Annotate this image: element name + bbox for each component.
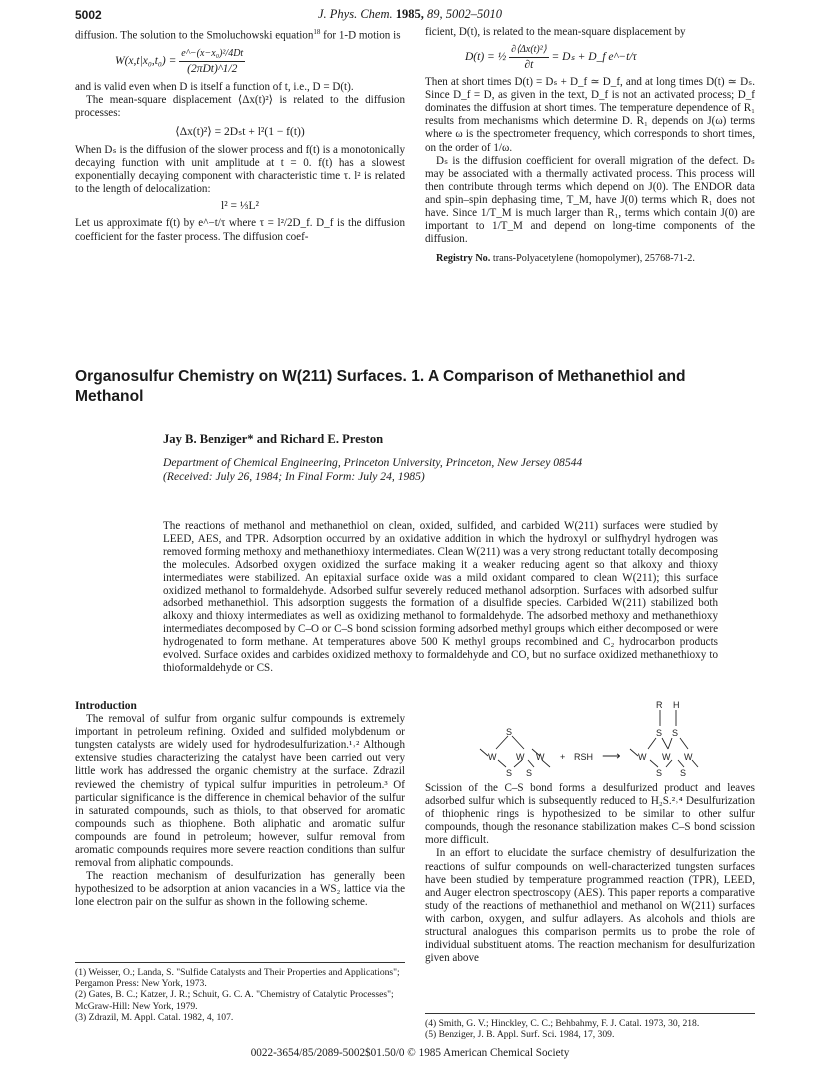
affiliation-line: Department of Chemical Engineering, Princeton University, Princeton, New Jersey 08544 bbox=[163, 456, 583, 469]
registry-numbers: Registry No. trans-Polyacetylene (homopolymer), 25768-71-2. bbox=[436, 253, 695, 265]
page-number: 5002 bbox=[75, 8, 102, 22]
prev-paragraph: When Dₛ is the diffusion of the slower process and f(t) is a monotonically decaying function with unit amplitude at t = 0. f(t) has a slowest exponentially decaying component with characteristic time τ. l² is related to the length of delocalization: bbox=[75, 144, 405, 196]
prev-article-left-column bbox=[75, 26, 405, 244]
prev-paragraph: ficient, D(t), is related to the mean-square displacement by bbox=[425, 26, 686, 38]
scheme-tungsten-label: W bbox=[684, 752, 693, 762]
intro-paragraph: In an effort to elucidate the surface chemistry of desulfurization the reactions of sulfur compounds on well-characterized tungsten surfaces have been studied by temperature programmed reaction (TPR), LEED, and Auger electron spectroscopy (AES). This paper reports a comparative study of the reactions of methanethiol and methanol on W(211) surfaces with carbon, oxygen, and sulfur adlayers. As alcohols and thiols are structural analogues this comparison permits us to probe the role of individual substituent atoms. The reaction mechanism for desulfurization given above bbox=[425, 847, 755, 965]
scheme-plus: + bbox=[560, 752, 566, 762]
footnote: (3) Zdrazil, M. Appl. Catal. 1982, 4, 107. bbox=[75, 1011, 234, 1023]
prev-article-right-column bbox=[425, 26, 755, 265]
prev-paragraph: Dₛ is the diffusion coefficient for overall migration of the defect. Dₛ may be associated with a thermally activated process. This process will then contribute through terms which depend on J(0). The ENDOR data and spin–spin dephasing time, T_M, have J(0) terms which R₁ does not have. Since 1/T_M is much larger than R₁, terms which contain J(0) are important to 1/T_M and depend on long-time components of the diffusion. bbox=[425, 154, 755, 246]
prev-paragraph: Let us approximate f(t) by e^−t/τ where τ = l²/2D_f. D_f is the diffusion coefficient for the faster process. The diffusion coef- bbox=[75, 217, 405, 243]
prev-paragraph: and is valid even when D is itself a function of t, i.e., D = D(t). bbox=[75, 80, 354, 93]
equation-4: D(t) = ½ $\frac{\text{∂⟨Δx(t)²⟩}}{\partial t}$ = Dₛ + D_f e^−t/τ bbox=[465, 44, 637, 72]
scheme-tungsten-label: W bbox=[488, 752, 497, 762]
journal-pages: 5002–5010 bbox=[445, 7, 502, 21]
scheme-sulfur-label: S bbox=[656, 728, 663, 738]
copyright-footer: 0022-3654/85/2089-5002$01.50/0 © 1985 American Chemical Society bbox=[250, 1047, 570, 1059]
scheme-tungsten-label: W bbox=[638, 752, 647, 762]
scheme-sulfur-label: S bbox=[506, 727, 513, 737]
footnote: (2) Gates, B. C.; Katzer, J. R.; Schuit, G. C. A. "Chemistry of Catalytic Processes"; McGraw-Hill: New York, 1979. bbox=[75, 989, 394, 1012]
journal-year: 1985, bbox=[395, 7, 424, 21]
article-title: Organosulfur Chemistry on W(211) Surfaces. 1. A Comparison of Methanethiol and Methanol bbox=[75, 368, 686, 405]
scheme-sulfur-label: S bbox=[672, 728, 679, 738]
footnotes-left bbox=[75, 967, 405, 1023]
footnotes-right bbox=[425, 1018, 755, 1040]
desulfurization-scheme bbox=[470, 700, 710, 780]
scheme-tungsten-label: W bbox=[662, 752, 671, 762]
scheme-arrow: ⟶ bbox=[602, 748, 621, 763]
received-dates: (Received: July 26, 1984; In Final Form: July 24, 1985) bbox=[163, 470, 425, 483]
running-head bbox=[0, 7, 820, 22]
scheme-reagent: RSH bbox=[574, 752, 594, 762]
journal-volume: 89, bbox=[427, 7, 443, 21]
footnote-rule bbox=[425, 1013, 755, 1014]
scheme-sulfur-label: S bbox=[680, 768, 687, 778]
equation-3: l² = ⅓L² bbox=[221, 200, 259, 213]
prev-paragraph: The mean-square displacement ⟨Δx(t)²⟩ is related to the diffusion processes: bbox=[75, 93, 405, 119]
intro-paragraph: Scission of the C–S bond forms a desulfurized product and leaves adsorbed sulfur which is subsequently reduced to H₂S.²˒⁴ Desulfurization of thiophenic rings is hypothesized to be similar to other sulfur compounds, though the resonance stabilization makes C–S bond scission more difficult. bbox=[425, 782, 755, 847]
footnote-rule bbox=[75, 962, 405, 963]
scheme-tungsten-label: W bbox=[516, 752, 525, 762]
equation-2: ⟨Δx(t)²⟩ = 2Dₛt + l²(1 − f(t)) bbox=[175, 126, 305, 139]
prev-paragraph: diffusion. The solution to the Smoluchowski equation$^{18}$ for 1-D motion is bbox=[75, 28, 401, 42]
intro-paragraph: The reaction mechanism of desulfurization has generally been hypothesized to be adsorption at anion vacancies in a WS₂ lattice via the lone electron pair on the sulfur as shown in the following scheme. bbox=[75, 870, 405, 909]
article-authors: Jay B. Benziger* and Richard E. Preston bbox=[163, 432, 384, 446]
article-affiliation bbox=[163, 456, 723, 484]
article-abstract: The reactions of methanol and methanethiol on clean, oxided, sulfided, and carbided W(211) surfaces were studied by LEED, AES, and TPR. Adsorption occurred by an oxidative addition in which the hydroxyl or sulfhydryl hydrogen was removed forming methoxy and methanethioxy intermediates. Clean W(211) was a very strong reductant totally decomposing the molecules. Adsorbed oxygen oxidized the surface making it a weaker reducing agent so that alkoxy and thioxy intermediates were stabilized. An epitaxial surface oxide was a mild oxidant compared to clean W(211); this surface oxidized methanol to formaldehyde. Adsorbed sulfur severely reduced methanol adsorption. Surfaces with adsorbed sulfur adsorbed methanethiol. This adsorption suggests the formation of a disulfide species. Carbided W(211) stabilized both alkoxy and thioxy intermediates as well as oxidizing methanol to formaldehyde. The adsorbed methoxy and methanethioxy intermediates decomposed by C–O or C–S bond scission forming adsorbed methyl groups which either decomposed or were hydrogenated to form methane. At temperatures above 500 K methyl groups recombined and C₂ hydrocarbon products evolved. Surface oxides and carbides oxidized methoxy to formaldehyde and CO, but no surface oxidized methanethioxy to thioformaldehyde or CS. bbox=[163, 520, 718, 674]
scheme-tungsten-label: W bbox=[536, 752, 545, 762]
equation-1: W(x,t|x₀,t₀) = $\frac{\text{e\textasciicircum{}−(x−x₀)²/4Dt}}{\text{(2πDt)\textasciicircum{}1/2}}$ bbox=[115, 47, 244, 75]
intro-left-column bbox=[75, 700, 405, 910]
prev-paragraph: Then at short times D(t) = Dₛ + D_f ≃ D_f, and at long times D(t) ≃ Dₛ. Since D_f = D, as given in the text, D_f is not an activated process; D_f dominates the diffusion at short times. The temperature dependence of R₁ results from mechanisms which determine D. R₁ depends on J(ω) terms where ω is the spectrometer frequency, which corresponds to short times, on the order of 1/ω. bbox=[425, 76, 755, 154]
scheme-sulfur-label: S bbox=[526, 768, 533, 778]
intro-right-column bbox=[425, 782, 755, 965]
scheme-sulfur-label: S bbox=[506, 768, 513, 778]
intro-paragraph: The removal of sulfur from organic sulfur compounds is extremely important in petroleum refining. Oxided and sulfided molybdenum or tungsten catalysts are widely used for hydrodesulfurization.¹˒² Although extensive studies characterizing the catalyst have been carried out very little work has addressed the organic chemistry at the surface. Zdrazil reviewed the chemistry of typical sulfur impurities in petroleum.³ Of particular significance is the difference in chemical behavior of the sulfur in saturated compounds, such as thiols, to that observed for aromatic compounds such as thiophene. Both aliphatic and aromatic sulfur compounds are found in petroleum; however, sulfur removal from aromatic compounds requires more severe reaction conditions than sulfur removal from aliphatic compounds. bbox=[75, 713, 405, 870]
journal-name: J. Phys. Chem. bbox=[317, 7, 393, 21]
scheme-sulfur-label: S bbox=[656, 768, 663, 778]
scheme-h-label: H bbox=[673, 700, 680, 710]
footnote: (5) Benziger, J. B. Appl. Surf. Sci. 1984, 17, 309. bbox=[425, 1029, 615, 1041]
section-heading: Introduction bbox=[75, 700, 137, 712]
scheme-r-label: R bbox=[656, 700, 663, 710]
footnote: (4) Smith, G. V.; Hinckley, C. C.; Behbahmy, F. J. Catal. 1973, 30, 218. bbox=[425, 1018, 700, 1029]
footnote: (1) Weisser, O.; Landa, S. "Sulfide Catalysts and Their Properties and Applications"; Pergamon Press: New York, 1973. bbox=[75, 967, 400, 990]
